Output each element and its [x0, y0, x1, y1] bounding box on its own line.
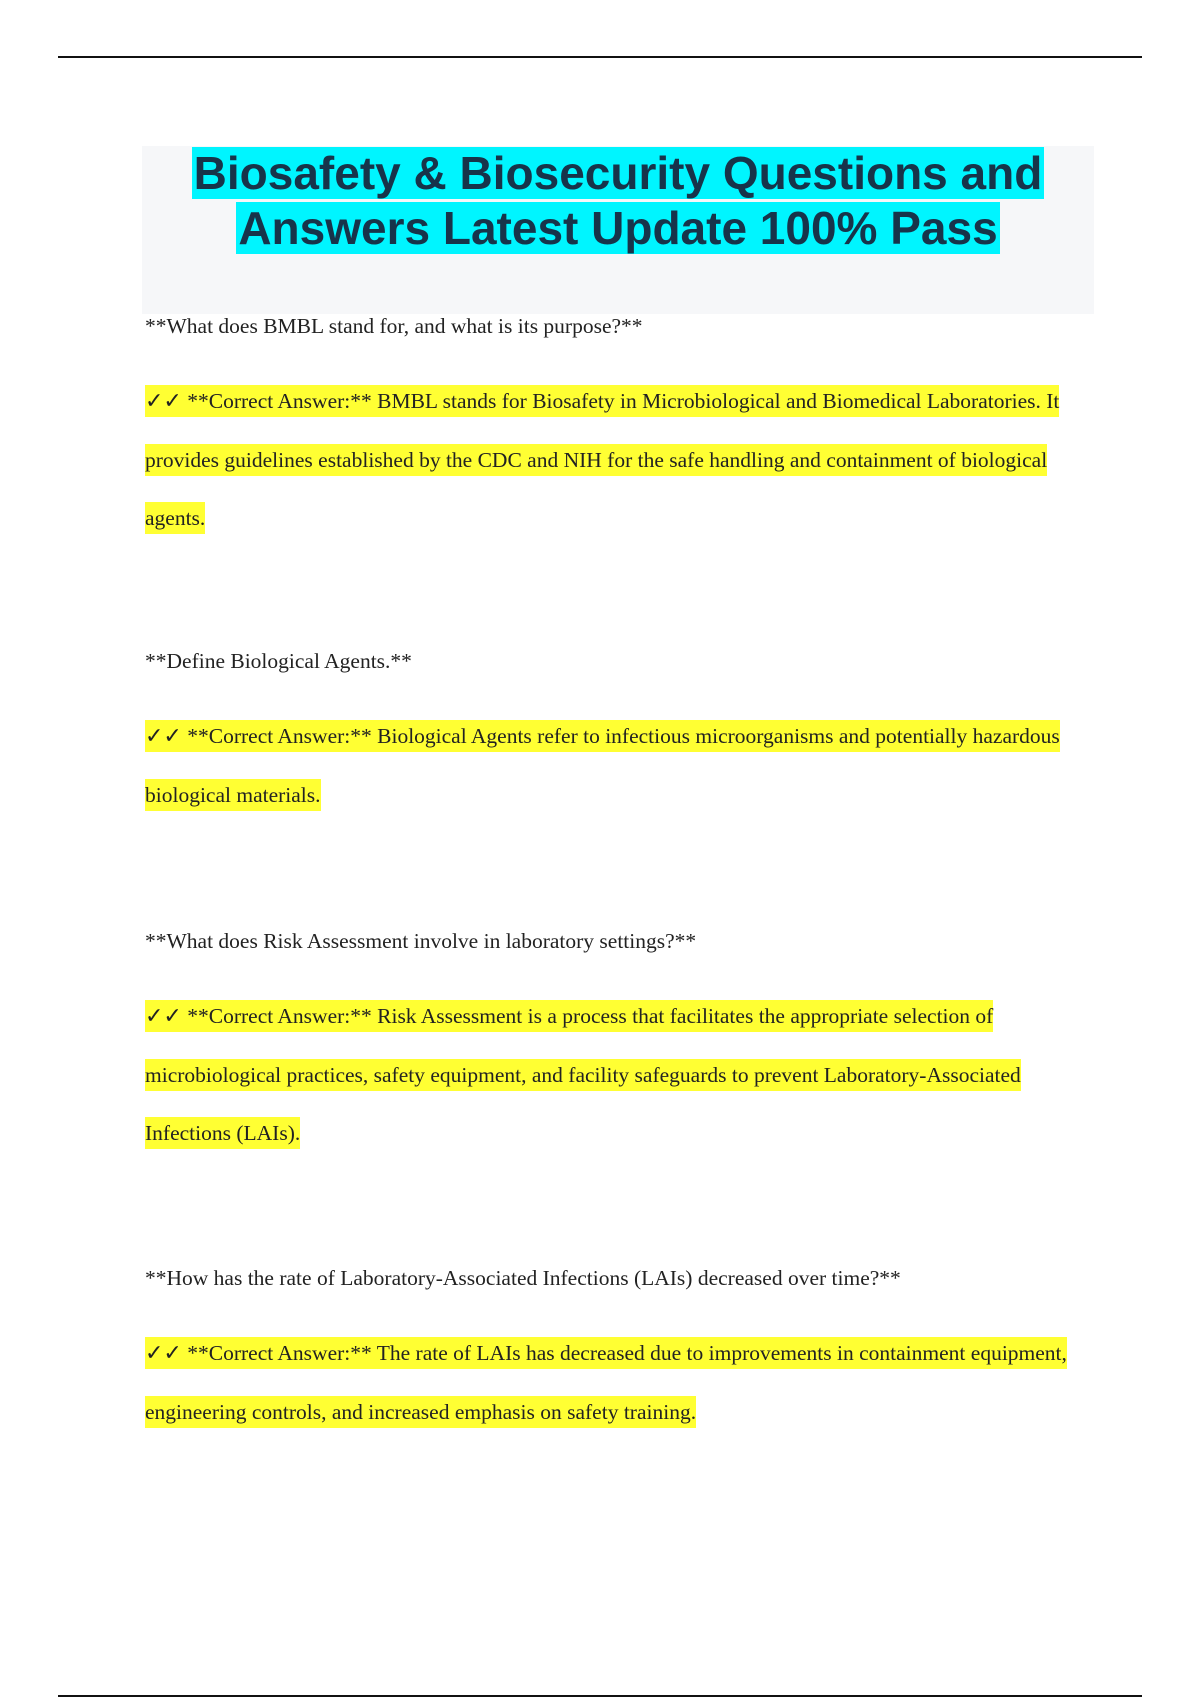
document-title — [142, 146, 1094, 256]
answer-text: **Correct Answer:** BMBL stands for Biosafety in Microbiological and Biomedical Laboratories. It provides guidelines established by the CDC and NIH for the safe handling and containment of biological agents. — [145, 389, 1060, 530]
qa-item-4 — [145, 1263, 1085, 1441]
answer-highlight — [145, 1000, 1021, 1149]
title-line-2: Answers Latest Update 100% Pass — [238, 202, 998, 254]
qa-item-1 — [145, 311, 1085, 547]
qa-item-3 — [145, 926, 1085, 1162]
title-line-1: Biosafety & Biosecurity Questions and — [193, 147, 1043, 199]
answer-block — [145, 987, 1085, 1162]
answer-text: **Correct Answer:** Risk Assessment is a process that facilitates the appropriate selection of microbiological practices, safety equipment, and facility safeguards to prevent Laboratory-Associated Infections (LAIs). — [145, 1004, 1021, 1145]
answer-highlight — [145, 720, 1060, 811]
double-check-icon: ✓✓ — [145, 1341, 182, 1366]
answer-block — [145, 372, 1085, 547]
qa-item-2 — [145, 646, 1085, 824]
answer-text: **Correct Answer:** Biological Agents refer to infectious microorganisms and potentially hazardous biological materials. — [145, 724, 1060, 807]
answer-block — [145, 707, 1085, 824]
answer-block — [145, 1324, 1085, 1441]
question-text: **What does BMBL stand for, and what is its purpose?** — [145, 314, 643, 338]
answer-highlight — [145, 385, 1059, 534]
double-check-icon: ✓✓ — [145, 724, 182, 749]
question-text: **How has the rate of Laboratory-Associated Infections (LAIs) decreased over time?** — [145, 1266, 901, 1290]
double-check-icon: ✓✓ — [145, 1004, 182, 1029]
question-text: **Define Biological Agents.** — [145, 649, 412, 673]
answer-text: **Correct Answer:** The rate of LAIs has decreased due to improvements in containment equipment, engineering controls, and increased emphasis on safety training. — [145, 1341, 1067, 1424]
bottom-rule — [58, 1695, 1142, 1697]
top-rule — [58, 56, 1142, 58]
title-block — [142, 146, 1094, 314]
answer-highlight — [145, 1337, 1067, 1428]
question-text: **What does Risk Assessment involve in laboratory settings?** — [145, 929, 697, 953]
double-check-icon: ✓✓ — [145, 389, 182, 414]
